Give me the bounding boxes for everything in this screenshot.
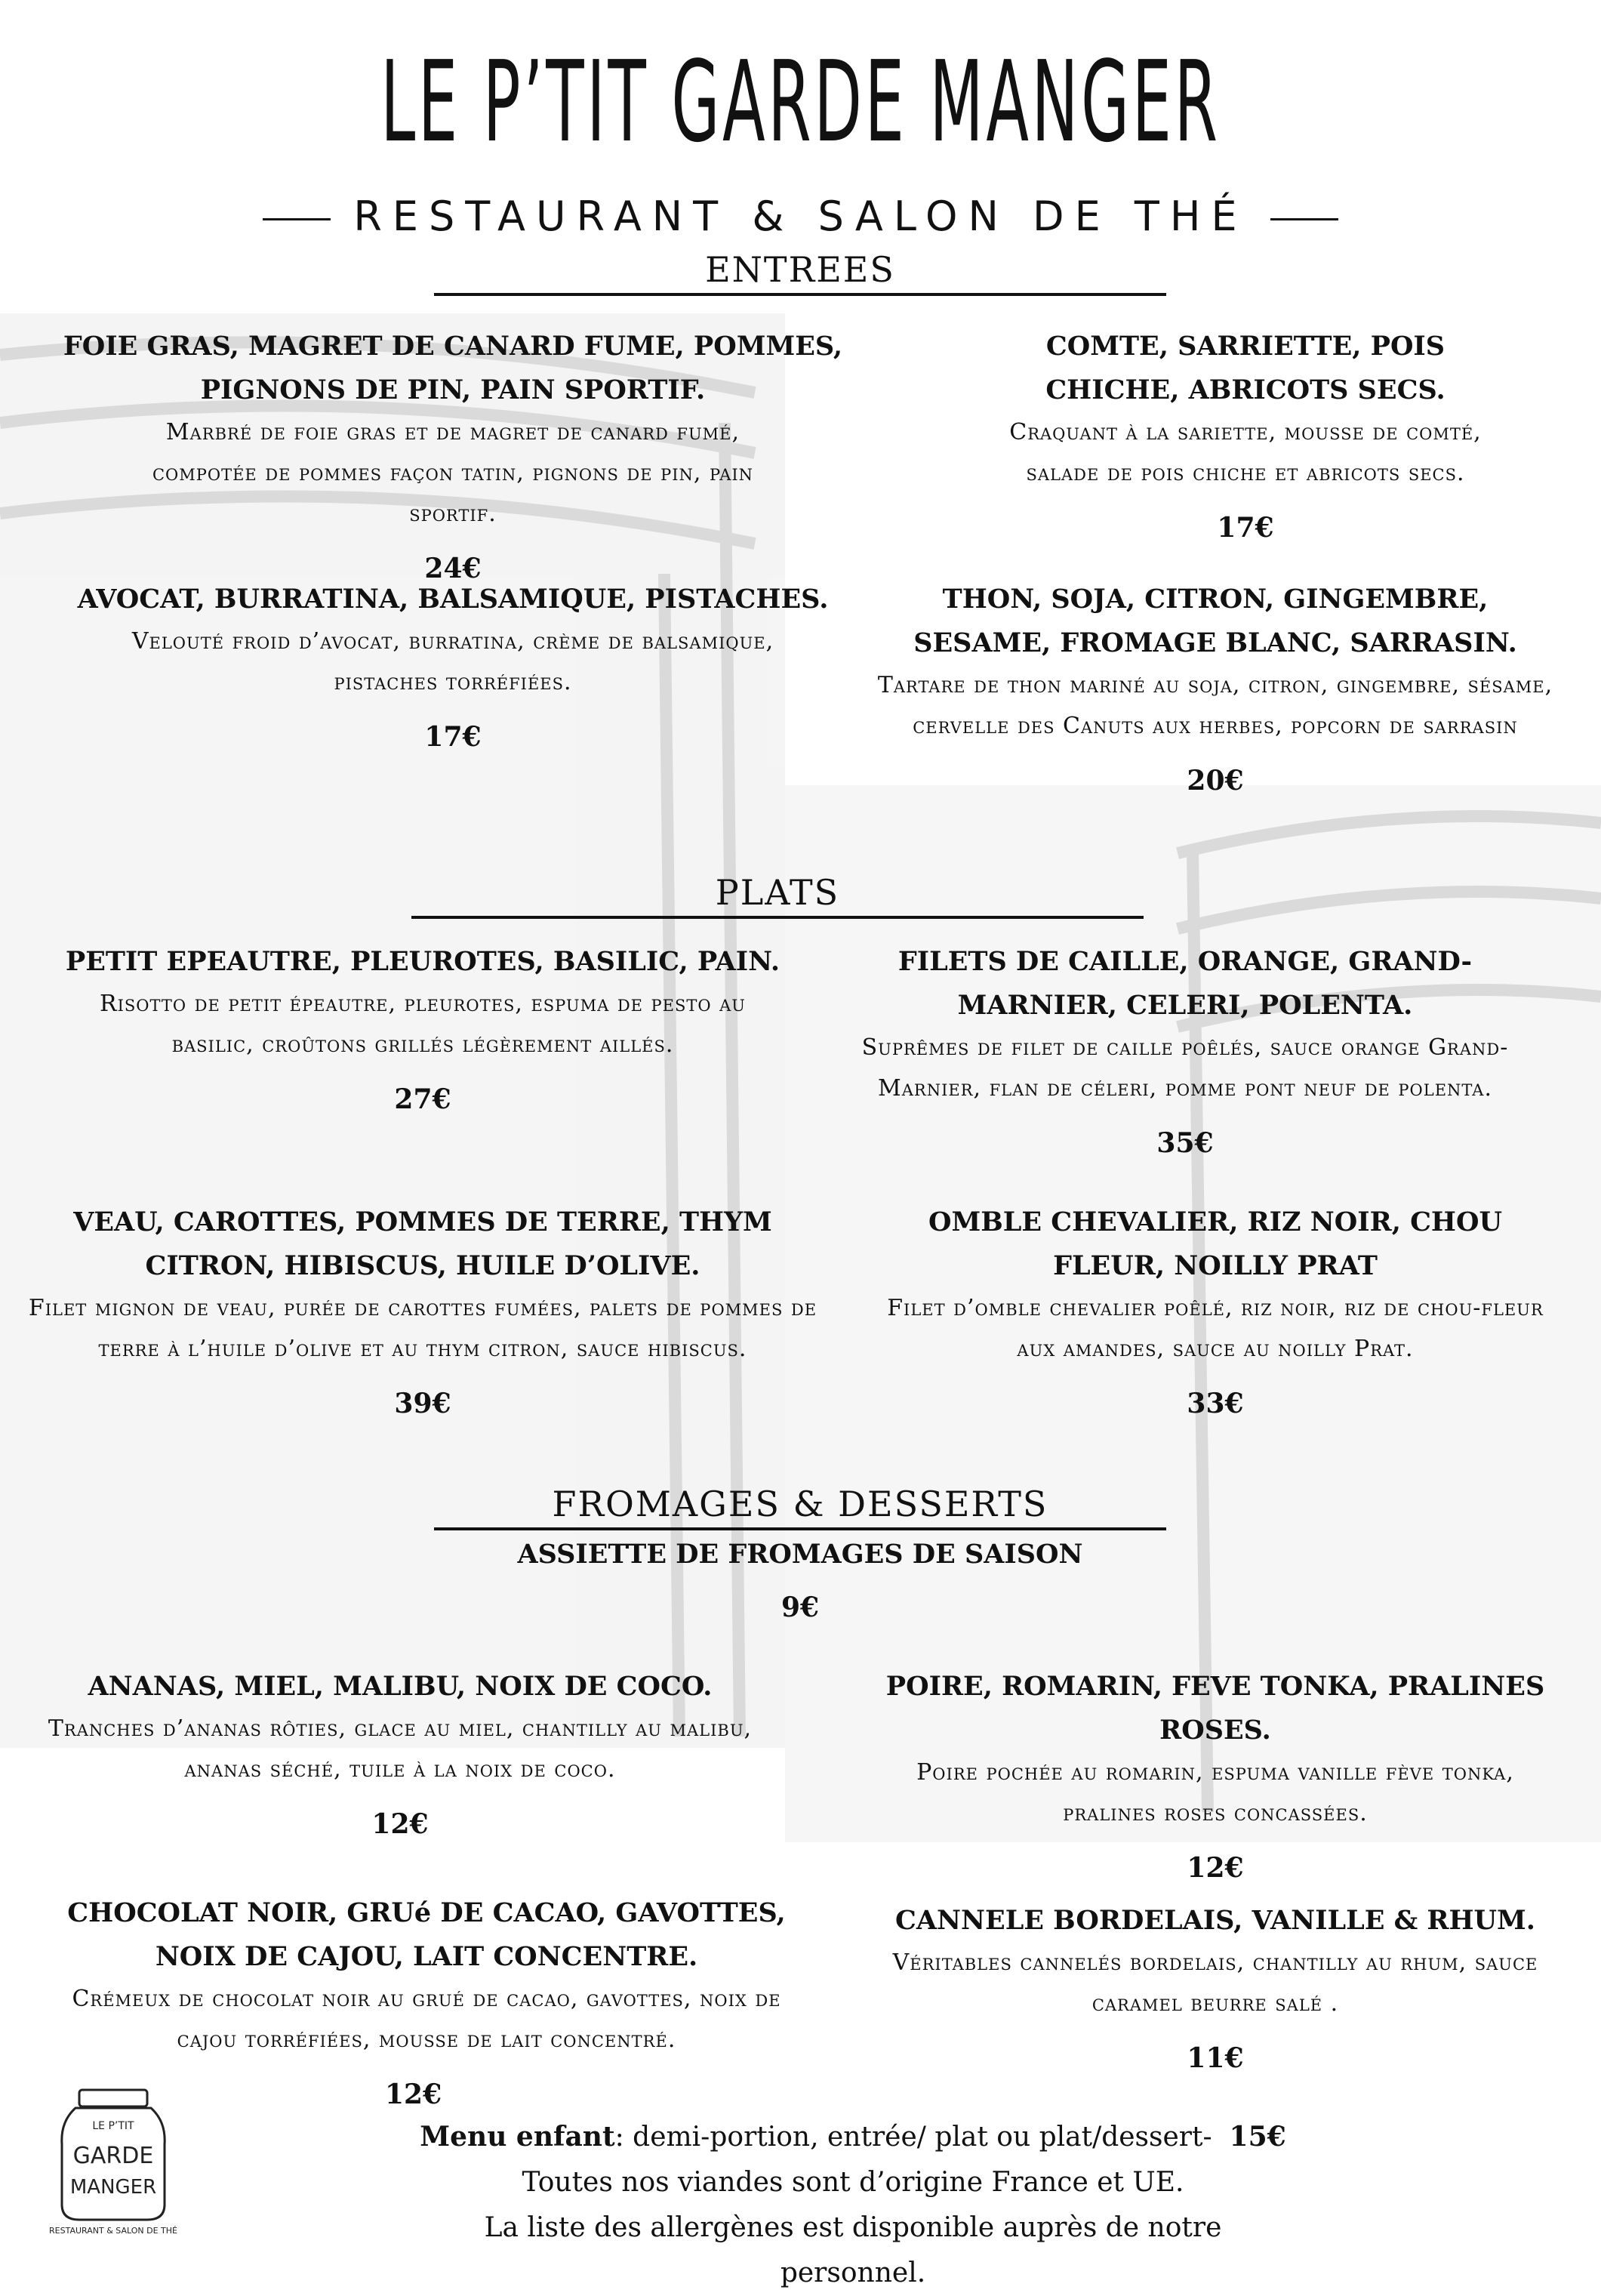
- dish-description: Marbré de foie gras et de magret de canard fumé, compotée de pommes façon tatin, pignons de pin, pain sportif.: [152, 419, 754, 527]
- dish-price: 17€: [424, 721, 482, 753]
- dish-description: Filet d’omble chevalier poêlé, riz noir, riz de chou-fleur aux amandes, sauce au noilly Prat.: [887, 1295, 1544, 1362]
- dish-description: Craquant à la sariette, mousse de comté, salade de pois chiche et abricots secs.: [1009, 419, 1482, 486]
- dish-price: 39€: [394, 1388, 451, 1419]
- logo-bottom-text: RESTAURANT & SALON DE THÉ: [49, 2226, 177, 2235]
- section-underline: [434, 293, 1166, 296]
- menu-footer: [408, 2114, 1298, 2296]
- dish-description: Risotto de petit épeautre, pleurotes, espuma de pesto au basilic, croûtons grillés légèrement aillés.: [100, 991, 746, 1058]
- plat-omble: [883, 1200, 1547, 1419]
- dish-description: Suprêmes de filet de caille poêlés, sauce orange Grand-Marnier, flan de céleri, pomme pont neuf de polenta.: [861, 1034, 1509, 1102]
- jar-logo-icon: [45, 2084, 181, 2235]
- section-plats-title: PLATS: [715, 872, 840, 913]
- allergens-note: La liste des allergènes est disponible auprès de notre personnel.: [484, 2212, 1222, 2288]
- dish-name: VEAU, CAROTTES, POMMES DE TERRE, THYM CITRON, HIBISCUS, HUILE D’OLIVE.: [73, 1207, 772, 1281]
- dish-name: PETIT EPEAUTRE, PLEUROTES, BASILIC, PAIN.: [65, 946, 780, 977]
- dish-name: AVOCAT, BURRATINA, BALSAMIQUE, PISTACHES.: [77, 584, 829, 615]
- origin-note: Toutes nos viandes sont d’origine France et UE.: [522, 2167, 1184, 2198]
- dish-name: ASSIETTE DE FROMAGES DE SAISON: [517, 1539, 1083, 1570]
- dish-price: 24€: [424, 553, 482, 584]
- dish-name: CHOCOLAT NOIR, GRUé DE CACAO, GAVOTTES, NOIX DE CAJOU, LAIT CONCENTRE.: [67, 1897, 786, 1972]
- section-entrees: [434, 249, 1166, 290]
- dish-price: 27€: [394, 1083, 451, 1115]
- kids-menu-label: Menu enfant: [420, 2121, 615, 2153]
- dish-name: CANNELE BORDELAIS, VANILLE & RHUM.: [895, 1905, 1535, 1936]
- subtitle-rule-right: [1270, 218, 1338, 220]
- dessert-cannele: [868, 1899, 1563, 2074]
- dish-description: Véritables cannelés bordelais, chantilly au rhum, sauce caramel beurre salé .: [892, 1949, 1538, 2017]
- dish-name: OMBLE CHEVALIER, RIZ NOIR, CHOU FLEUR, NOILLY PRAT: [928, 1207, 1503, 1281]
- dish-price: 12€: [1187, 1852, 1244, 1884]
- restaurant-name: LE P’TIT GARDE MANGER: [380, 37, 1221, 167]
- section-desserts: [434, 1484, 1166, 1524]
- dish-price: 33€: [1187, 1388, 1244, 1419]
- dish-description: Poire pochée au romarin, espuma vanille fève tonka, pralines roses concassées.: [916, 1759, 1514, 1826]
- dish-price: 12€: [385, 2079, 442, 2110]
- section-plats: [411, 872, 1144, 913]
- entree-thon: [853, 578, 1578, 797]
- dish-name: THON, SOJA, CITRON, GINGEMBRE, SESAME, FROMAGE BLANC, SARRASIN.: [913, 584, 1517, 658]
- section-desserts-title: FROMAGES & DESSERTS: [552, 1484, 1048, 1524]
- dish-description: Filet mignon de veau, purée de carottes fumées, palets de pommes de terre à l’huile d’olive et au thym citron, sauce hibiscus.: [28, 1295, 817, 1362]
- restaurant-subtitle: [0, 193, 1601, 240]
- dish-name: FILETS DE CAILLE, ORANGE, GRAND-MARNIER, CELERI, POLENTA.: [897, 946, 1473, 1021]
- dish-price: 17€: [1217, 512, 1274, 544]
- dessert-chocolat: [30, 1891, 823, 2110]
- dish-name: FOIE GRAS, MAGRET DE CANARD FUME, POMMES, PIGNONS DE PIN, PAIN SPORTIF.: [63, 331, 843, 405]
- plat-caille: [845, 940, 1525, 1159]
- dish-description: Tartare de thon mariné au soja, citron, gingembre, sésame, cervelle des Canuts aux herbes, popcorn de sarrasin: [877, 672, 1553, 739]
- logo-top-text: LE P’TIT: [92, 2120, 134, 2132]
- plat-veau: [15, 1200, 830, 1419]
- section-entrees-title: ENTREES: [705, 249, 895, 290]
- plat-epeautre: [23, 940, 823, 1115]
- entree-comte: [944, 325, 1547, 544]
- entree-foie-gras: [15, 325, 891, 584]
- dish-description: Tranches d’ananas rôties, glace au miel, chantilly au malibu, ananas séché, tuile à la noix de coco.: [48, 1715, 753, 1783]
- dish-price: 20€: [1187, 765, 1244, 797]
- dish-price: 35€: [1156, 1127, 1214, 1159]
- kids-menu-line: [408, 2114, 1298, 2160]
- logo-mid2-text: MANGER: [69, 2176, 157, 2199]
- dish-description: Crémeux de chocolat noir au grué de cacao, gavottes, noix de cajou torréfiées, mousse de lait concentré.: [72, 1986, 781, 2053]
- kids-menu-price: 15€: [1229, 2121, 1286, 2153]
- dish-price: 11€: [1187, 2042, 1244, 2074]
- dish-price: 12€: [371, 1808, 429, 1840]
- dish-description: Velouté froid d’avocat, burratina, crème de balsamique, pistaches torréfiées.: [131, 628, 774, 695]
- section-underline: [411, 916, 1144, 919]
- dessert-poire: [845, 1665, 1585, 1884]
- dish-price: 9€: [780, 1592, 820, 1623]
- fromage-assiette: [423, 1533, 1178, 1623]
- dish-name: ANANAS, MIEL, MALIBU, NOIX DE COCO.: [88, 1671, 713, 1702]
- logo-mid1-text: GARDE: [72, 2143, 154, 2169]
- dish-name: POIRE, ROMARIN, FEVE TONKA, PRALINES ROSES.: [885, 1671, 1545, 1746]
- entree-avocat: [45, 578, 861, 753]
- subtitle-text: RESTAURANT & SALON DE THÉ: [353, 193, 1248, 240]
- kids-menu-text: : demi-portion, entrée/ plat ou plat/dessert-: [614, 2122, 1212, 2153]
- dish-name: COMTE, SARRIETTE, POIS CHICHE, ABRICOTS SECS.: [1045, 331, 1446, 405]
- section-underline: [434, 1527, 1166, 1530]
- subtitle-rule-left: [263, 218, 331, 220]
- dessert-ananas: [23, 1665, 777, 1840]
